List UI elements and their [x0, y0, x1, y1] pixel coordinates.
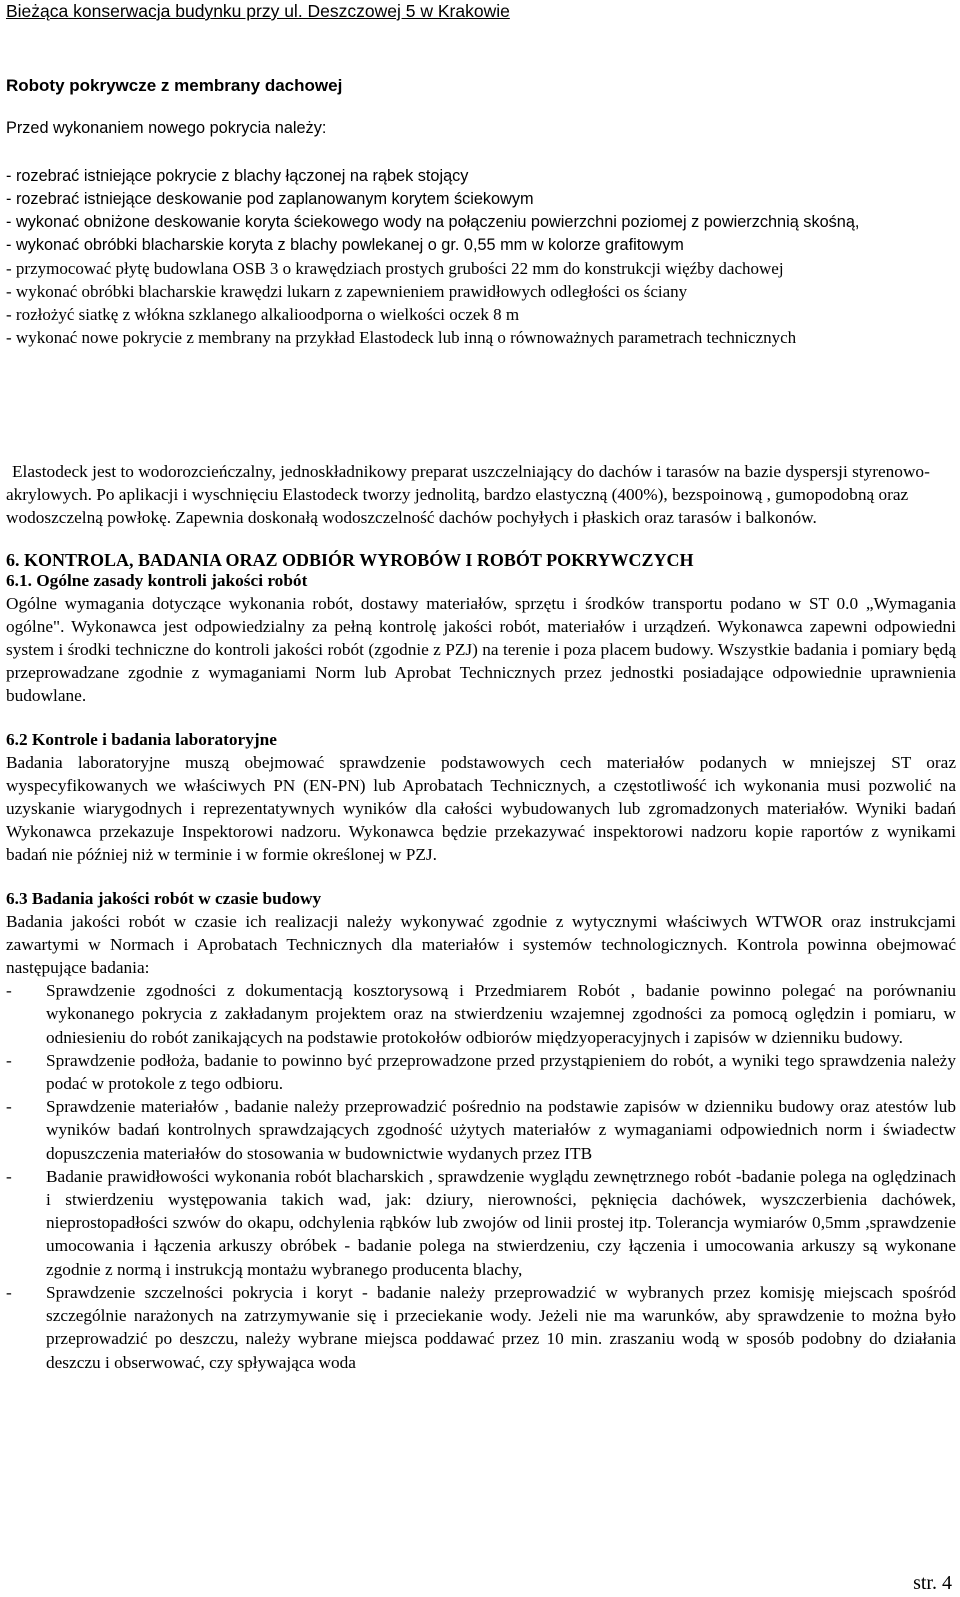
list-item-text: Sprawdzenie zgodności z dokumentacją kosztorysową i Przedmiarem Robót , badanie powinno polegać na porównaniu wykonanego pokrycia z zakładanym projektem oraz na stwierdzeniu wzajemnej zgodności za pomocą oględzin i pomiaru, w odniesieniu do robót zanikających na podstawie protokołów odbiorów międzyoperacyjnych i zapisów w dzienniku budowy. — [46, 981, 956, 1047]
list-dash: - — [6, 1097, 12, 1117]
roofing-item: - rozebrać istniejące deskowanie pod zaplanowanym korytem ściekowym — [6, 190, 534, 208]
roofing-item: - wykonać nowe pokrycie z membrany na przykład Elastodeck lub inną o równoważnych parametrach technicznych — [6, 328, 797, 347]
main-content — [6, 460, 956, 1374]
section-6-1-title: 6.1. Ogólne zasady kontroli jakości robót — [6, 570, 308, 590]
list-item — [6, 1049, 956, 1095]
section-6-2-body: Badania laboratoryjne muszą obejmować sprawdzenie podstawowych cech materiałów podanych w mniejszej ST oraz wyspecyfikowanych we właściwych PN (EN-PN) lub Aprobatach Technicznych, a częstotliwość ich wykonania musi pozwolić na uzyskanie wiarygodnych i reprezentatywnych wyników dla całości wybudowanych lub zgromadzonych materiałów. Wyniki badań Wykonawca przekazuje Inspektorowi nadzoru. Wykonawca będzie przekazywać inspektorowi nadzoru kopie raportów z wynikami badań nie później niż w terminie i w formie określonej w PZJ. — [6, 752, 956, 865]
roofing-item: - wykonać obróbki blacharskie koryta z blachy powlekanej o gr. 0,55 mm w kolorze grafitowym — [6, 236, 684, 254]
list-item — [6, 1165, 956, 1281]
section-6-1-body: Ogólne wymagania dotyczące wykonania robót, dostawy materiałów, sprzętu i środków transportu podano w ST 0.0 „Wymagania ogólne". Wykonawca jest odpowiedzialny za pełną kontrolę jakości robót, materiałów i urządzeń. Wykonawca zapewni odpowiedni system i środki techniczne do kontroli jakości robót (zgodnie z PZJ) na terenie i poza placem budowy. Wszystkie badania i pomiary będą przeprowadzane zgodnie z wymaganiami Norm lub Aprobat Technicznych przez jednostki posiadające odpowiednie uprawnienia budowlane. — [6, 593, 956, 706]
roofing-title: Roboty pokrywcze z membrany dachowej — [6, 76, 343, 95]
roofing-lead: Przed wykonaniem nowego pokrycia należy: — [6, 119, 327, 137]
list-item-text: Sprawdzenie szczelności pokrycia i koryt - badanie należy przeprowadzić w wybranych przez komisję miejscach spośród szczególnie narażonych na zatrzymywanie się i przeciekanie wody. Jeżeli nie ma warunków, aby sprawdzenie to można było przeprowadzić po deszczu, należy wybrane miejsca poddawać przez 10 min. zraszaniu wodą w sposób podobny do działania deszczu i obserwować, czy spływająca woda — [46, 1282, 956, 1372]
list-item — [6, 979, 956, 1049]
page-number: str. 4 — [913, 1572, 952, 1594]
roofing-section — [6, 76, 956, 349]
list-item-text: Sprawdzenie materiałów , badanie należy przeprowadzić pośrednio na podstawie zapisów w dzienniku budowy oraz atestów lub wyników badań kontrolnych sprawdzających zgodność użytych materiałów z wymaganiami odpowiednich norm i świadectw dopuszczenia materiałów do stosowania w budownictwie wydanych przez ITB — [46, 1097, 956, 1163]
section-6-heading: 6. KONTROLA, BADANIA ORAZ ODBIÓR WYROBÓW I ROBÓT POKRYWCZYCH — [6, 549, 694, 570]
elastodeck-note: Elastodeck jest to wodorozcieńczalny, jednoskładnikowy preparat uszczelniający do dachów i tarasów na bazie dyspersji styrenowo-akrylowych. Po aplikacji i wyschnięciu Elastodeck tworzy jednolitą, bardzo elastyczną (400%), bezspoinową , gumopodobną oraz wodoszczelną powłokę. Zapewnia doskonałą wodoszczelność dachów pochyłych i płaskich oraz tarasów i balkonów. — [6, 462, 930, 528]
list-item-text: Badanie prawidłowości wykonania robót blacharskich , sprawdzenie wyglądu zewnętrznego robót -badanie polega na oględzinach i stwierdzeniu występowania takich wad, jak: dziury, nierowności, pęknięcia dachówek, wyszczerbienia dachówek, nieprostopadłości szwów do okapu, odchylenia rąbków lub zwojów od linii prostej itp. Tolerancja wymiarów 0,5mm ,sprawdzenie umocowania i łączenia arkuszy obróbek - badanie polega na stwierdzeniu, czy łączenia i umocowania arkuszy są wykonane zgodnie z normą i instrukcją montażu wybranego producenta blachy, — [46, 1166, 956, 1279]
section-6-3-body: Badania jakości robót w czasie ich realizacji należy wykonywać zgodnie z wytycznymi właściwych WTWOR oraz instrukcjami zawartymi w Normach i Aprobatach Technicznych dla materiałów i systemów technologicznych. Kontrola powinna obejmować następujące badania: — [6, 911, 956, 978]
roofing-item: - wykonać obniżone deskowanie koryta ściekowego wody na połączeniu powierzchni poziomej z powierzchnią skośną, — [6, 213, 860, 231]
section-6-3-title: 6.3 Badania jakości robót w czasie budowy — [6, 888, 322, 908]
section-6-2-title: 6.2 Kontrole i badania laboratoryjne — [6, 729, 277, 749]
roofing-item: - rozłożyć siatkę z włókna szklanego alkalioodporna o wielkości oczek 8 m — [6, 305, 520, 324]
list-item — [6, 1281, 956, 1374]
list-dash: - — [6, 981, 12, 1001]
roofing-item: - przymocować płytę budowlana OSB 3 o krawędziach prostych grubości 22 mm do konstrukcji więźby dachowej — [6, 259, 784, 278]
page-header: Bieżąca konserwacja budynku przy ul. Deszczowej 5 w Krakowie — [6, 1, 510, 21]
inspection-list — [6, 979, 956, 1373]
list-dash: - — [6, 1282, 12, 1302]
roofing-item: - rozebrać istniejące pokrycie z blachy łączonej na rąbek stojący — [6, 167, 469, 185]
list-dash: - — [6, 1166, 12, 1186]
list-dash: - — [6, 1050, 12, 1070]
list-item-text: Sprawdzenie podłoża, badanie to powinno być przeprowadzone przed przystąpieniem do robót, a wyniki tego sprawdzenia należy podać w protokole z tego odbioru. — [46, 1050, 956, 1094]
list-item — [6, 1095, 956, 1165]
roofing-item: - wykonać obróbki blacharskie krawędzi lukarn z zapewnieniem prawidłowych odległości os ściany — [6, 282, 688, 301]
